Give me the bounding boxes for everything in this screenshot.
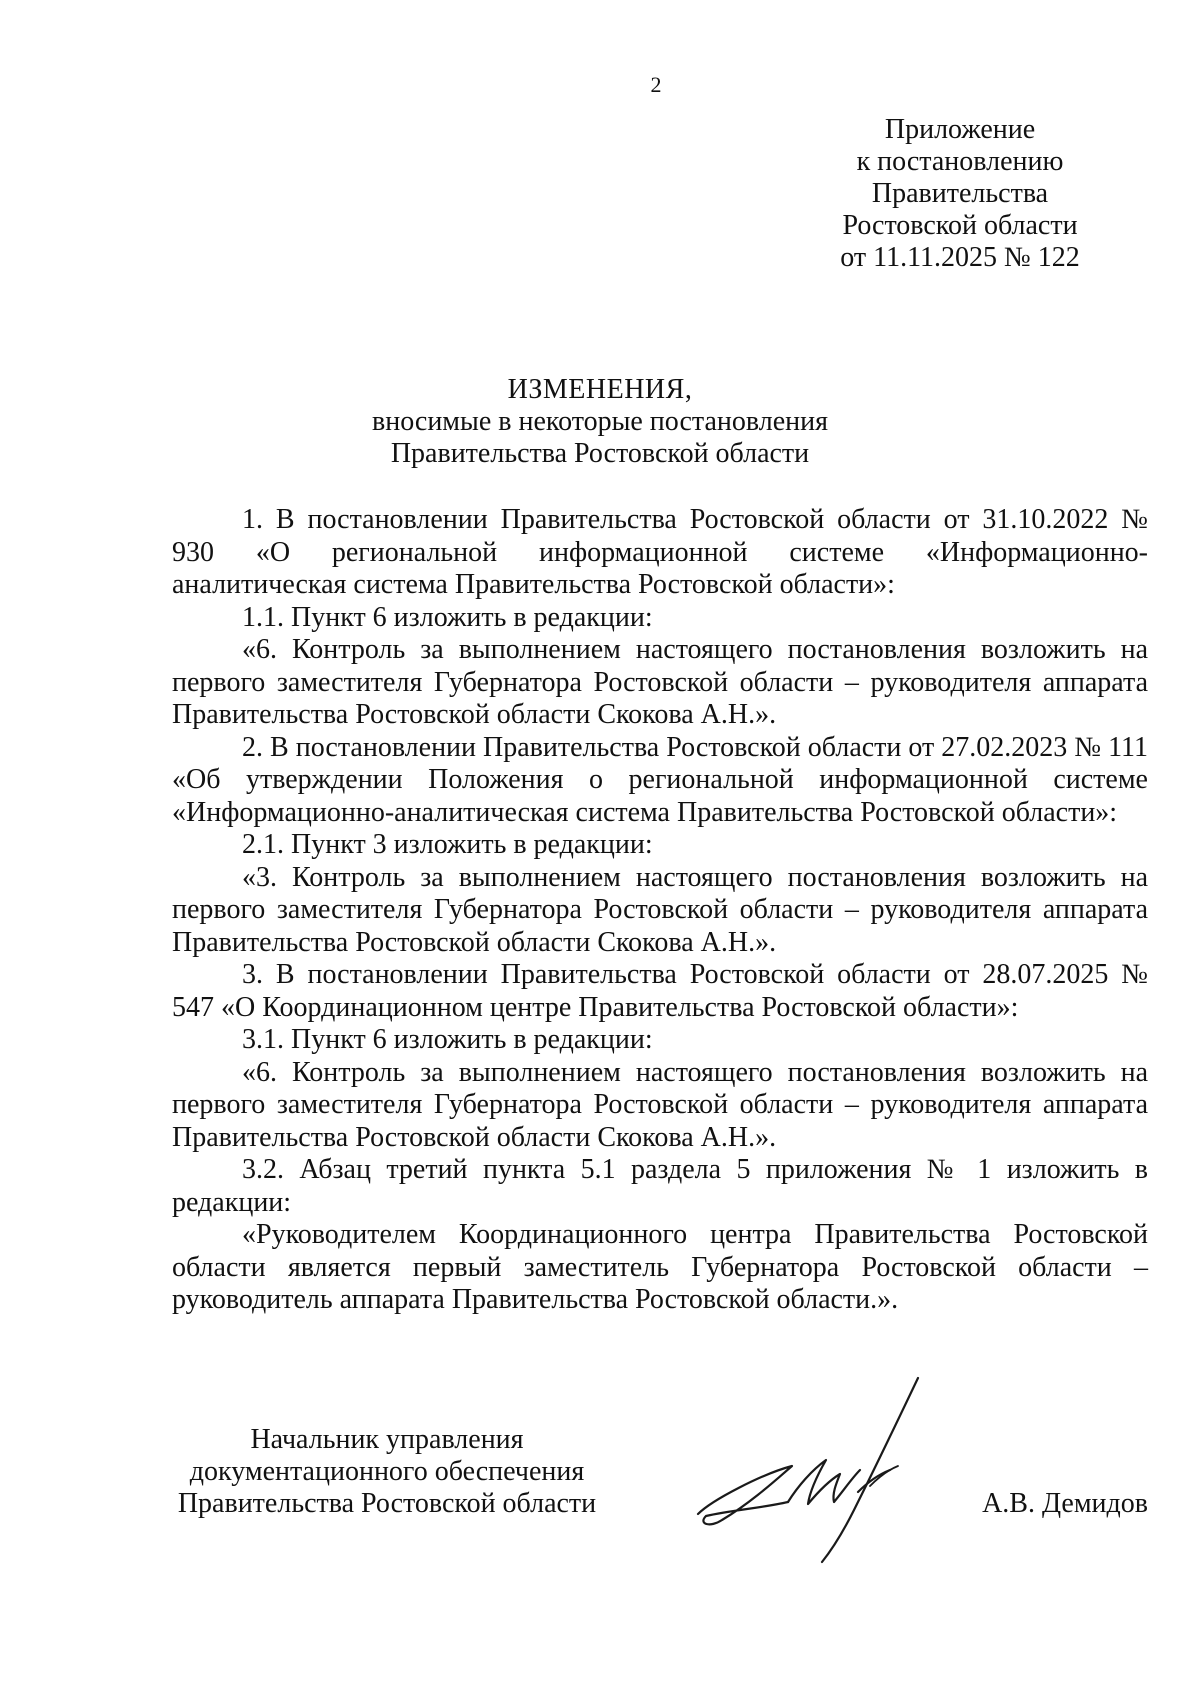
- title-subtitle: вносимые в некоторые постановления: [371, 406, 829, 437]
- appendix-line: Приложение: [884, 114, 1036, 145]
- signer-position-line: Правительства Ростовской области: [177, 1488, 597, 1519]
- paragraph: «Руководителем Координационного центра Правительства Ростовской области является первый заместитель Губернатора Ростовской области – руководитель аппарата Правительства Ростовской области.».: [172, 1219, 1148, 1315]
- paragraph: «6. Контроль за выполнением настоящего постановления возложить на первого заместителя Губернатора Ростовской области – руководителя аппарата Правительства Ростовской области Скокова А.Н.».: [172, 1056, 1148, 1153]
- signer-position-line: Начальник управления: [250, 1424, 524, 1455]
- signer-name: А.В. Демидов: [982, 1488, 1148, 1519]
- paragraph: 2. В постановлении Правительства Ростовской области от 27.02.2023 № 111 «Об утверждении Положения о региональной информационной системе «Информационно-аналитическая система Правительства Ростовской области»:: [172, 731, 1148, 828]
- signature-stroke: [822, 1378, 918, 1562]
- signature-stroke: [788, 1460, 860, 1504]
- paragraph: 3.1. Пункт 6 изложить в редакции:: [242, 1024, 653, 1055]
- title-subtitle: Правительства Ростовской области: [390, 438, 810, 469]
- appendix-line: Правительства: [871, 178, 1049, 209]
- appendix-line: к постановлению: [856, 146, 1064, 177]
- signer-position-line: документационного обеспечения: [189, 1456, 585, 1487]
- paragraph: 2.1. Пункт 3 изложить в редакции:: [242, 829, 653, 860]
- paragraph: 3.2. Абзац третий пункта 5.1 раздела 5 приложения № 1 изложить в редакции:: [172, 1154, 1148, 1218]
- paragraph: 1.1. Пункт 6 изложить в редакции:: [242, 601, 653, 633]
- title-main: ИЗМЕНЕНИЯ,: [507, 374, 693, 405]
- signature-block: [172, 1424, 1148, 1584]
- signature-stroke: [698, 1466, 792, 1524]
- paragraph: 1. В постановлении Правительства Ростовской области от 31.10.2022 № 930 «О региональной информационной системе «Информационно-аналитическая система Правительства Ростовской области»:: [172, 504, 1148, 600]
- document-body: [172, 504, 1148, 1317]
- paragraph: «6. Контроль за выполнением настоящего постановления возложить на первого заместителя Губернатора Ростовской области – руководителя аппарата Правительства Ростовской области Скокова А.Н.».: [172, 634, 1148, 730]
- handwritten-signature: [692, 1374, 932, 1564]
- paragraph: «3. Контроль за выполнением настоящего постановления возложить на первого заместителя Губернатора Ростовской области – руководителя аппарата Правительства Ростовской области Скокова А.Н.».: [172, 861, 1148, 958]
- page-number: 2: [650, 72, 662, 97]
- document-title: [0, 374, 1200, 470]
- paragraph: 3. В постановлении Правительства Ростовской области от 28.07.2025 № 547 «О Координационном центре Правительства Ростовской области»:: [172, 959, 1148, 1023]
- signer-position: [172, 1424, 602, 1520]
- appendix-line: от 11.11.2025 № 122: [840, 242, 1080, 273]
- appendix-line: Ростовской области: [842, 210, 1078, 241]
- appendix-header: [820, 114, 1100, 274]
